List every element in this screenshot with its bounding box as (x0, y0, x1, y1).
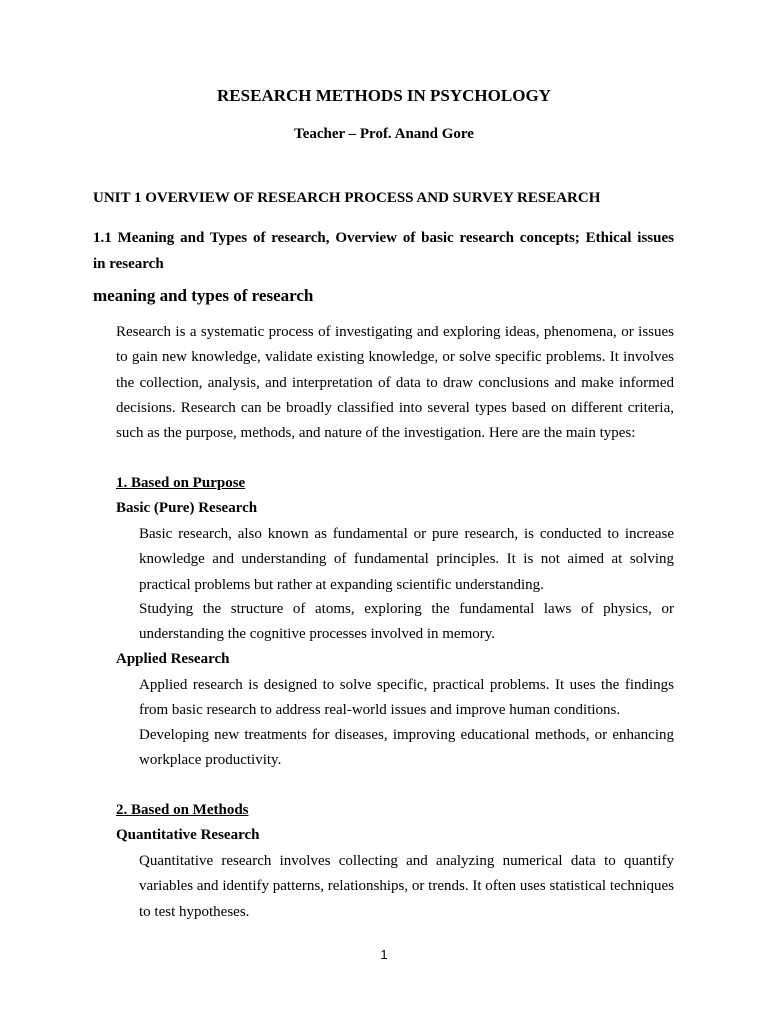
basic-research-paragraph-1: Basic research, also known as fundamental or pure research, is conducted to increase knowledge and understanding of fundamental principles. It is not aimed at solving practical problems but rather at expanding scientific understanding. (139, 526, 674, 593)
meaning-types-heading: meaning and types of research (93, 286, 314, 305)
section-heading-1-1 (93, 226, 674, 277)
section-heading-line-1: 1.1 Meaning and Types of research, Overview of basic research concepts; Ethical issues (93, 230, 674, 246)
section-heading-line-2: in research (93, 255, 164, 272)
quantitative-research-paragraph-1: Quantitative research involves collecting and analyzing numerical data to quantify variables and identify patterns, relationships, or trends. It often uses statistical techniques to test hypotheses. (139, 853, 674, 920)
intro-paragraph: Research is a systematic process of investigating and exploring ideas, phenomena, or issues to gain new knowledge, validate existing knowledge, or solve specific problems. It involves the collection, analysis, and interpretation of data to draw conclusions and make informed decisions. Research can be broadly classified into several types based on different criteria, such as the purpose, methods, and nature of the investigation. Here are the main types: (116, 324, 674, 442)
basic-research-label: Basic (Pure) Research (116, 500, 258, 516)
quantitative-research-label: Quantitative Research (116, 827, 260, 843)
applied-research-label: Applied Research (116, 651, 230, 667)
document-title: RESEARCH METHODS IN PSYCHOLOGY (217, 86, 551, 105)
applied-research-paragraph-2: Developing new treatments for diseases, improving educational methods, or enhancing workplace productivity. (139, 727, 674, 769)
page-number: 1 (380, 947, 388, 962)
teacher-line: Teacher – Prof. Anand Gore (294, 126, 474, 142)
unit-heading: UNIT 1 OVERVIEW OF RESEARCH PROCESS AND SURVEY RESEARCH (93, 190, 601, 206)
basic-research-paragraph-2: Studying the structure of atoms, exploring the fundamental laws of physics, or understanding the cognitive processes involved in memory. (139, 601, 674, 643)
section-purpose-heading: 1. Based on Purpose (116, 475, 246, 491)
applied-research-paragraph-1: Applied research is designed to solve specific, practical problems. It uses the findings from basic research to address real-world issues and improve human conditions. (139, 677, 674, 719)
section-methods-heading: 2. Based on Methods (116, 802, 249, 818)
